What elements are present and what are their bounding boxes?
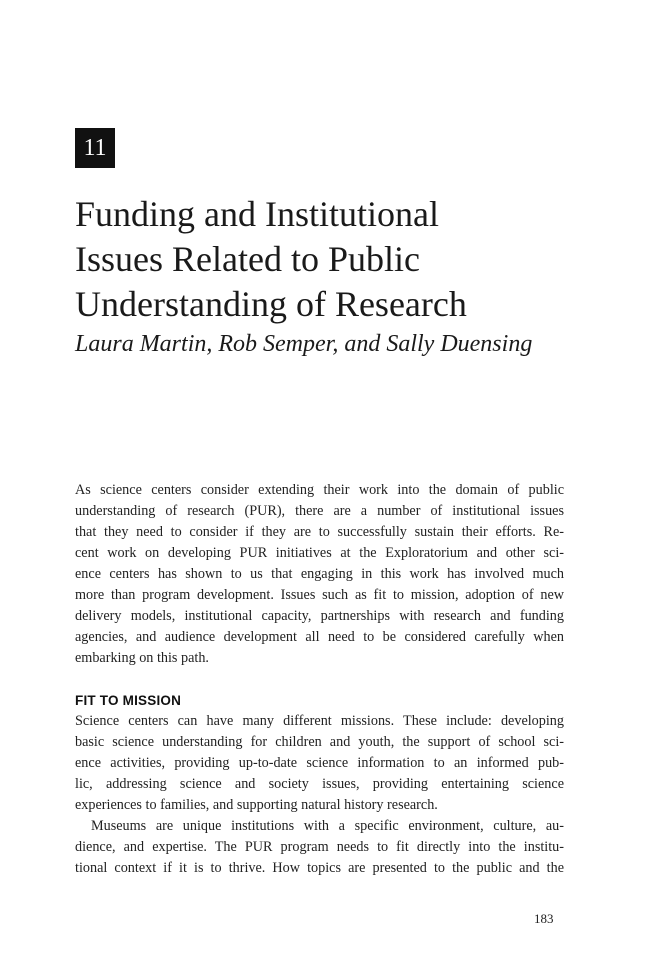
chapter-title-line: Issues Related to Public — [75, 239, 420, 279]
chapter-number: 11 — [83, 135, 107, 161]
chapter-title-line: Understanding of Research — [75, 284, 467, 324]
chapter-number-badge — [75, 128, 115, 168]
text-line: understanding of research (PUR), there are a number of institutional issues — [75, 503, 564, 519]
text-line: cent work on developing PUR initiatives at the Exploratorium and other sci- — [75, 545, 564, 561]
section-body — [75, 711, 564, 879]
text-line: dience, and expertise. The PUR program needs to fit directly into the institu- — [75, 839, 564, 855]
text-line: experiences to families, and supporting natural history research. — [75, 797, 438, 813]
text-line: ence activities, providing up-to-date science information to an informed pub- — [75, 755, 564, 771]
chapter-authors: Laura Martin, Rob Semper, and Sally Duensing — [75, 331, 533, 357]
text-line: more than program development. Issues such as fit to mission, adoption of new — [75, 587, 564, 603]
text-line: embarking on this path. — [75, 650, 209, 666]
intro-paragraph — [75, 480, 564, 669]
text-line: delivery models, institutional capacity, partnerships with research and funding — [75, 608, 564, 624]
text-line: lic, addressing science and society issues, providing entertaining science — [75, 776, 564, 792]
text-line: As science centers consider extending their work into the domain of public — [75, 482, 564, 498]
text-line: agencies, and audience development all need to be considered carefully when — [75, 629, 564, 645]
chapter-title — [75, 192, 595, 327]
text-line: ence centers has shown to us that engaging in this work has involved much — [75, 566, 564, 582]
chapter-title-line: Funding and Institutional — [75, 194, 439, 234]
text-line: that they need to consider if they are to successfully sustain their efforts. Re- — [75, 524, 564, 540]
text-line: tional context if it is to thrive. How topics are presented to the public and the — [75, 860, 564, 876]
page-number: 183 — [534, 911, 554, 926]
text-line: basic science understanding for children and youth, the support of school sci- — [75, 734, 564, 750]
text-line: Museums are unique institutions with a specific environment, culture, au- — [91, 818, 564, 834]
section-heading: FIT TO MISSION — [75, 693, 182, 708]
text-line: Science centers can have many different missions. These include: developing — [75, 713, 564, 729]
